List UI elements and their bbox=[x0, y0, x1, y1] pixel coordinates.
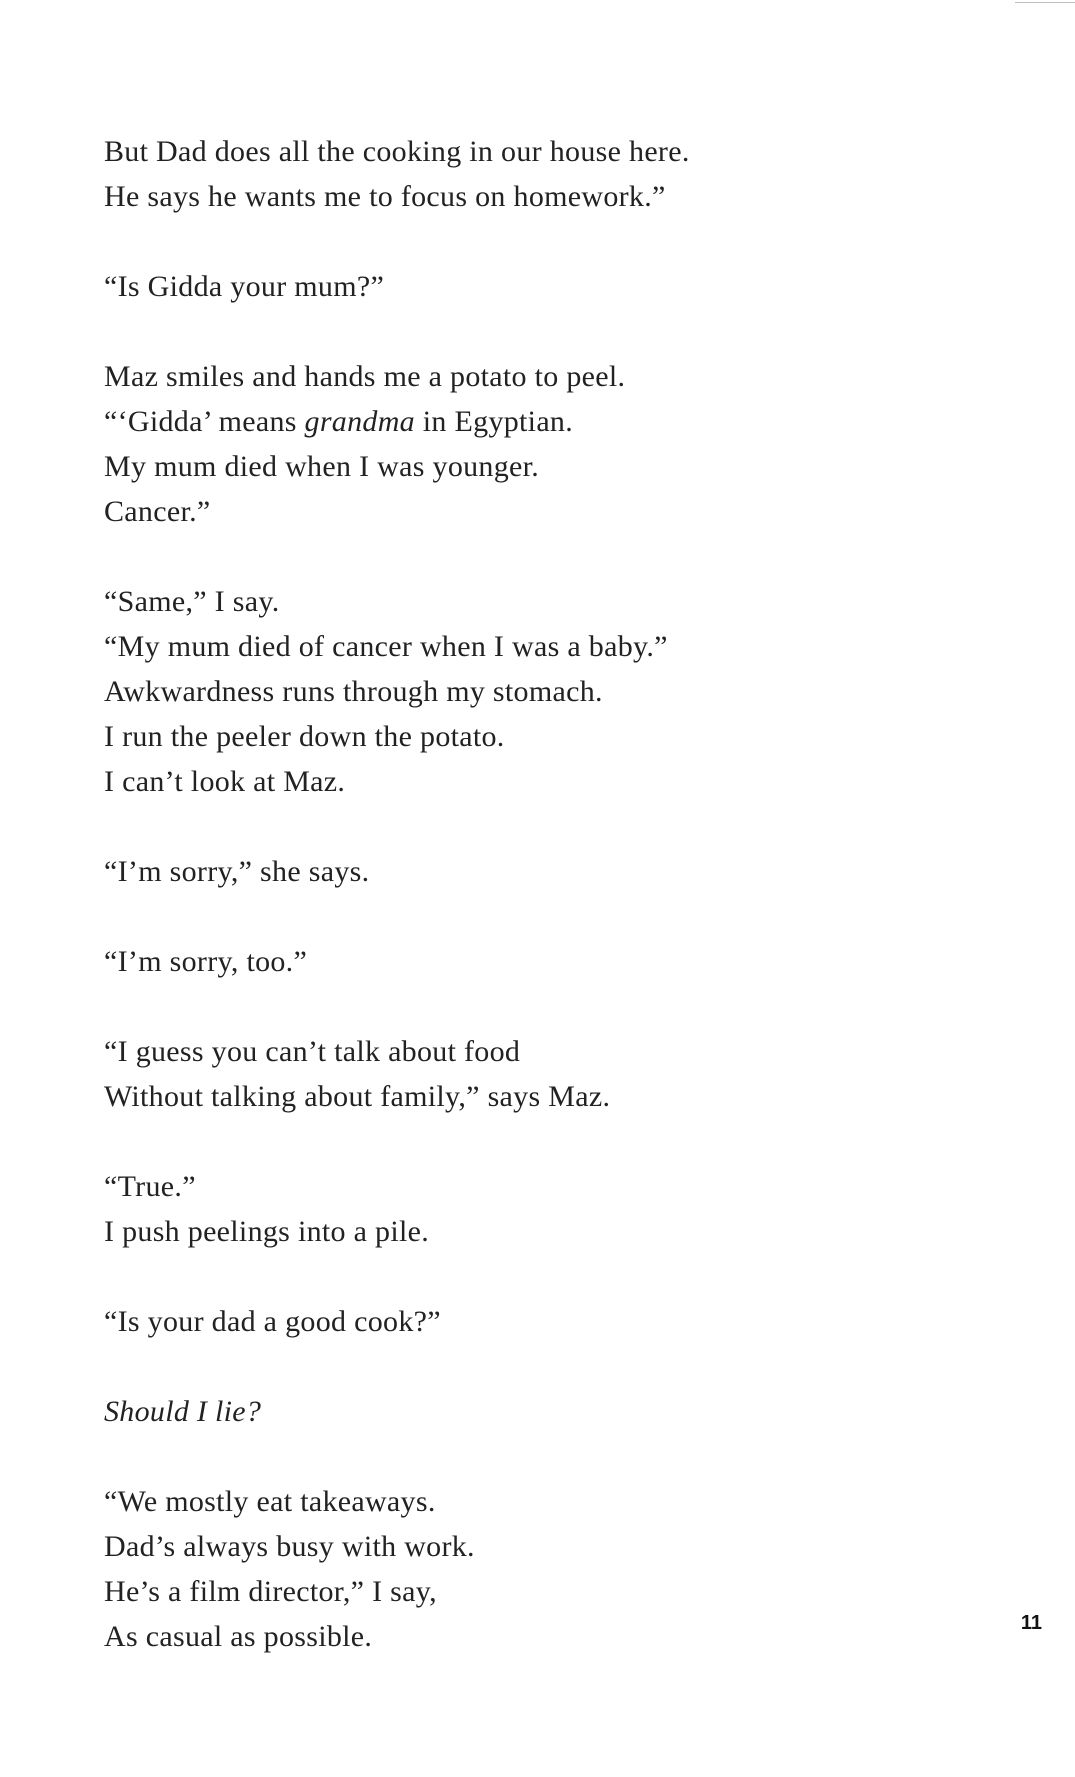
text-line: “Is your dad a good cook?” bbox=[104, 1305, 441, 1338]
text-line: He’s a film director,” I say, bbox=[104, 1575, 437, 1608]
text-line: My mum died when I was younger. bbox=[104, 450, 540, 483]
text-line: Cancer.” bbox=[104, 495, 211, 528]
text-line: But Dad does all the cooking in our house here. bbox=[104, 135, 690, 168]
stanza bbox=[104, 579, 964, 804]
text-line: “Is Gidda your mum?” bbox=[104, 270, 385, 303]
text-fragment: “‘Gidda’ means bbox=[104, 405, 305, 438]
text-line: Awkwardness runs through my stomach. bbox=[104, 675, 603, 708]
stanza bbox=[104, 1299, 964, 1344]
text-line: I can’t look at Maz. bbox=[104, 765, 346, 798]
text-line: Without talking about family,” says Maz. bbox=[104, 1080, 611, 1113]
page-number: 11 bbox=[1020, 1612, 1042, 1634]
text-line: “I guess you can’t talk about food bbox=[104, 1035, 521, 1068]
stanza bbox=[104, 1389, 964, 1434]
text-line: As casual as possible. bbox=[104, 1620, 373, 1653]
text-line: I push peelings into a pile. bbox=[104, 1215, 430, 1248]
stanza bbox=[104, 849, 964, 894]
text-line: Maz smiles and hands me a potato to peel. bbox=[104, 360, 626, 393]
text-line: He says he wants me to focus on homework.” bbox=[104, 180, 666, 213]
text-line: “I’m sorry,” she says. bbox=[104, 855, 370, 888]
text-line: “My mum died of cancer when I was a baby.” bbox=[104, 630, 668, 663]
italic-word: grandma bbox=[304, 405, 415, 438]
stanza bbox=[104, 939, 964, 984]
stanza bbox=[104, 129, 964, 219]
text-line: “We mostly eat takeaways. bbox=[104, 1485, 436, 1518]
stanza bbox=[104, 1164, 964, 1254]
stanza bbox=[104, 264, 964, 309]
italic-thought-line: Should I lie? bbox=[104, 1395, 262, 1428]
stanza bbox=[104, 354, 964, 534]
text-line: I run the peeler down the potato. bbox=[104, 720, 505, 753]
text-line: “Same,” I say. bbox=[104, 585, 280, 618]
text-line-mixed bbox=[104, 399, 964, 444]
text-line: Dad’s always busy with work. bbox=[104, 1530, 475, 1563]
text-line: “I’m sorry, too.” bbox=[104, 945, 308, 978]
stanza bbox=[104, 1479, 964, 1659]
text-fragment: in Egyptian. bbox=[414, 405, 574, 438]
stanza bbox=[104, 1029, 964, 1119]
page-edge-rule bbox=[1015, 2, 1075, 3]
poem-text bbox=[104, 129, 964, 1704]
text-line: “True.” bbox=[104, 1170, 196, 1203]
